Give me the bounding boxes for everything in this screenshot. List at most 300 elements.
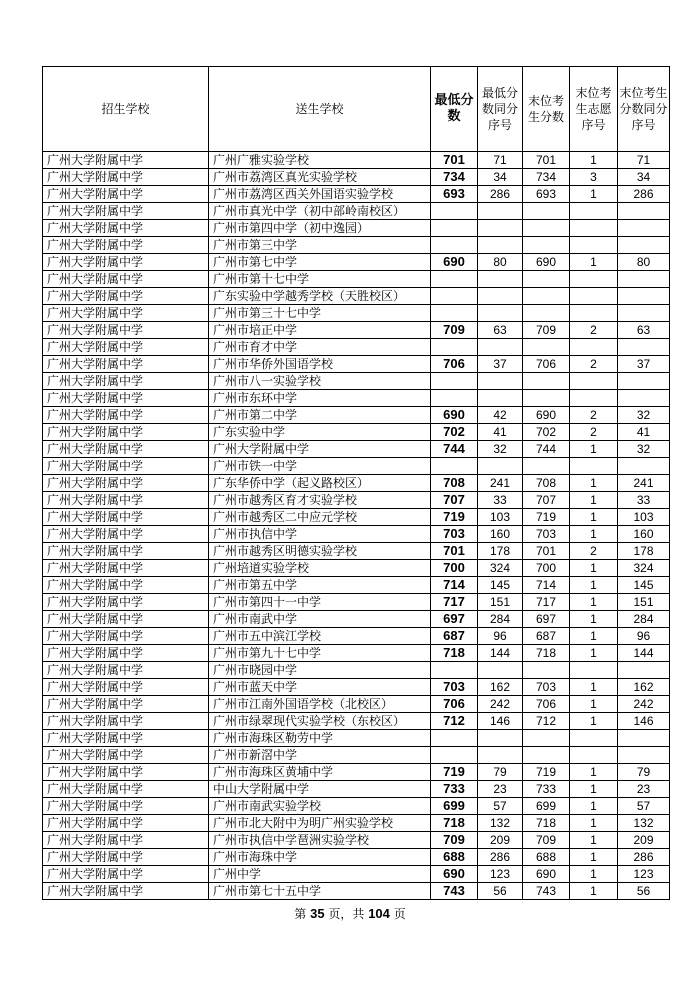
cell-last-score-rank: 160 [618,526,670,543]
cell-min-score-rank: 103 [478,509,523,526]
cell-school: 广州大学附属中学 [43,679,209,696]
cell-last-preference: 1 [570,509,618,526]
cell-min-score [431,373,478,390]
cell-last-score [523,390,570,407]
cell-last-preference: 1 [570,152,618,169]
cell-sending-school: 广州市荔湾区真光实验学校 [209,169,431,186]
cell-min-score: 706 [431,696,478,713]
cell-min-score-rank [478,730,523,747]
cell-school: 广州大学附属中学 [43,492,209,509]
cell-last-preference [570,730,618,747]
cell-last-score-rank [618,373,670,390]
table-row [43,781,670,798]
cell-last-score [523,339,570,356]
cell-school: 广州大学附属中学 [43,458,209,475]
cell-min-score-rank: 79 [478,764,523,781]
cell-min-score-rank: 162 [478,679,523,696]
table-row [43,492,670,509]
cell-last-score-rank [618,662,670,679]
cell-sending-school: 广州市晓园中学 [209,662,431,679]
cell-sending-school: 广州市执信中学 [209,526,431,543]
cell-last-preference: 1 [570,526,618,543]
table-row [43,458,670,475]
cell-last-score: 743 [523,883,570,900]
cell-last-preference [570,373,618,390]
cell-min-score [431,305,478,322]
cell-sending-school: 广州市海珠区黄埔中学 [209,764,431,781]
cell-last-score-rank: 33 [618,492,670,509]
cell-sending-school: 广州市华侨外国语学校 [209,356,431,373]
table-row [43,475,670,492]
cell-school: 广州大学附属中学 [43,373,209,390]
cell-last-score [523,203,570,220]
cell-min-score [431,458,478,475]
cell-min-score-rank: 23 [478,781,523,798]
cell-last-preference: 1 [570,679,618,696]
cell-min-score-rank: 145 [478,577,523,594]
cell-last-preference: 1 [570,492,618,509]
cell-sending-school: 广州中学 [209,866,431,883]
table-row [43,645,670,662]
cell-last-score: 712 [523,713,570,730]
cell-last-score-rank [618,305,670,322]
cell-sending-school: 广州市越秀区明德实验学校 [209,543,431,560]
cell-last-score-rank: 132 [618,815,670,832]
cell-min-score: 744 [431,441,478,458]
table-row [43,441,670,458]
cell-min-score: 706 [431,356,478,373]
cell-last-score-rank [618,458,670,475]
cell-last-score-rank: 151 [618,594,670,611]
cell-last-score: 693 [523,186,570,203]
cell-school: 广州大学附属中学 [43,339,209,356]
cell-last-score-rank: 144 [618,645,670,662]
cell-last-score-rank: 37 [618,356,670,373]
cell-school: 广州大学附属中学 [43,713,209,730]
cell-last-score-rank [618,220,670,237]
cell-sending-school: 广州广雅实验学校 [209,152,431,169]
cell-school: 广州大学附属中学 [43,662,209,679]
cell-sending-school: 广州市第七十五中学 [209,883,431,900]
cell-last-preference: 1 [570,475,618,492]
cell-last-score [523,458,570,475]
cell-min-score: 702 [431,424,478,441]
cell-sending-school: 广州市新滘中学 [209,747,431,764]
cell-sending-school: 广州市荔湾区西关外国语实验学校 [209,186,431,203]
cell-min-score [431,390,478,407]
cell-sending-school: 广州培道实验学校 [209,560,431,577]
footer-page-number: 35 [310,906,325,921]
cell-min-score-rank: 56 [478,883,523,900]
cell-last-score [523,288,570,305]
cell-last-score: 719 [523,764,570,781]
cell-last-score-rank: 242 [618,696,670,713]
cell-sending-school: 广州市第十七中学 [209,271,431,288]
table-body [43,152,670,900]
table-row [43,662,670,679]
cell-min-score: 734 [431,169,478,186]
cell-min-score: 708 [431,475,478,492]
cell-last-score-rank [618,747,670,764]
cell-last-score-rank: 32 [618,441,670,458]
admissions-table [42,66,670,900]
cell-min-score-rank [478,271,523,288]
cell-last-score: 733 [523,781,570,798]
cell-last-score: 697 [523,611,570,628]
table-row [43,883,670,900]
cell-last-score-rank: 286 [618,186,670,203]
cell-last-score-rank [618,339,670,356]
cell-last-score: 699 [523,798,570,815]
table-row [43,764,670,781]
cell-last-preference: 3 [570,169,618,186]
cell-min-score-rank [478,339,523,356]
cell-last-preference: 1 [570,186,618,203]
cell-min-score-rank: 241 [478,475,523,492]
cell-school: 广州大学附属中学 [43,390,209,407]
cell-min-score-rank [478,390,523,407]
cell-school: 广州大学附属中学 [43,152,209,169]
cell-sending-school: 广州市第三中学 [209,237,431,254]
cell-min-score: 703 [431,679,478,696]
cell-last-score: 690 [523,866,570,883]
cell-min-score-rank: 286 [478,186,523,203]
cell-min-score-rank [478,747,523,764]
cell-min-score: 714 [431,577,478,594]
cell-school: 广州大学附属中学 [43,441,209,458]
cell-last-score: 717 [523,594,570,611]
cell-last-score: 701 [523,543,570,560]
cell-last-preference: 1 [570,832,618,849]
cell-last-score-rank: 71 [618,152,670,169]
cell-last-score-rank: 80 [618,254,670,271]
cell-school: 广州大学附属中学 [43,203,209,220]
cell-min-score-rank: 63 [478,322,523,339]
cell-sending-school: 广州市北大附中为明广州实验学校 [209,815,431,832]
table-row [43,747,670,764]
cell-last-score-rank: 56 [618,883,670,900]
table-row [43,509,670,526]
cell-sending-school: 广州市第四十一中学 [209,594,431,611]
cell-min-score-rank: 146 [478,713,523,730]
cell-min-score: 707 [431,492,478,509]
cell-min-score-rank: 123 [478,866,523,883]
table-row [43,849,670,866]
cell-min-score [431,271,478,288]
table-row [43,679,670,696]
cell-sending-school: 广州市海珠中学 [209,849,431,866]
cell-min-score [431,237,478,254]
cell-min-score: 703 [431,526,478,543]
cell-last-score: 687 [523,628,570,645]
table-row [43,322,670,339]
cell-last-score-rank: 79 [618,764,670,781]
table-row [43,373,670,390]
cell-min-score-rank: 132 [478,815,523,832]
cell-school: 广州大学附属中学 [43,237,209,254]
cell-last-score-rank: 146 [618,713,670,730]
table-row [43,866,670,883]
cell-last-score-rank: 123 [618,866,670,883]
cell-last-score [523,237,570,254]
cell-last-score: 718 [523,645,570,662]
cell-last-score [523,730,570,747]
table-row [43,271,670,288]
cell-min-score-rank: 144 [478,645,523,662]
table-row [43,730,670,747]
cell-sending-school: 广州市育才中学 [209,339,431,356]
cell-sending-school: 广州市江南外国语学校（北校区） [209,696,431,713]
table-row [43,220,670,237]
table-row [43,594,670,611]
cell-school: 广州大学附属中学 [43,866,209,883]
cell-last-score [523,220,570,237]
cell-last-score-rank [618,390,670,407]
table-header-row [43,67,670,152]
cell-school: 广州大学附属中学 [43,475,209,492]
cell-last-score-rank [618,271,670,288]
cell-last-preference: 2 [570,356,618,373]
cell-school: 广州大学附属中学 [43,611,209,628]
cell-min-score-rank [478,373,523,390]
cell-last-preference: 1 [570,798,618,815]
cell-last-preference: 1 [570,713,618,730]
cell-school: 广州大学附属中学 [43,543,209,560]
cell-last-score-rank: 41 [618,424,670,441]
cell-school: 广州大学附属中学 [43,696,209,713]
cell-sending-school: 广州市第二中学 [209,407,431,424]
cell-min-score [431,730,478,747]
cell-last-preference: 2 [570,322,618,339]
cell-min-score-rank [478,220,523,237]
cell-sending-school: 广州市培正中学 [209,322,431,339]
cell-sending-school: 广州市南武中学 [209,611,431,628]
cell-last-score-rank: 241 [618,475,670,492]
cell-last-score-rank: 145 [618,577,670,594]
cell-school: 广州大学附属中学 [43,798,209,815]
cell-school: 广州大学附属中学 [43,254,209,271]
cell-min-score: 701 [431,543,478,560]
table-row [43,577,670,594]
cell-last-score [523,373,570,390]
cell-min-score: 719 [431,509,478,526]
cell-last-score: 700 [523,560,570,577]
cell-sending-school: 广州大学附属中学 [209,441,431,458]
cell-sending-school: 广州市八一实验学校 [209,373,431,390]
table-row [43,696,670,713]
cell-sending-school: 广州市东环中学 [209,390,431,407]
table-row [43,713,670,730]
cell-last-score: 690 [523,407,570,424]
cell-last-preference [570,271,618,288]
cell-min-score-rank: 37 [478,356,523,373]
table-row [43,832,670,849]
cell-min-score: 733 [431,781,478,798]
cell-last-score-rank: 32 [618,407,670,424]
cell-school: 广州大学附属中学 [43,883,209,900]
cell-sending-school: 广州市南武实验学校 [209,798,431,815]
cell-min-score: 687 [431,628,478,645]
cell-last-score-rank: 284 [618,611,670,628]
cell-min-score-rank: 96 [478,628,523,645]
cell-last-score: 706 [523,356,570,373]
cell-last-score: 709 [523,322,570,339]
cell-min-score-rank: 178 [478,543,523,560]
table-row [43,288,670,305]
cell-min-score [431,288,478,305]
cell-last-preference: 1 [570,560,618,577]
table-row [43,237,670,254]
cell-min-score-rank: 324 [478,560,523,577]
header-last-preference: 末位考生志愿序号 [570,67,618,152]
cell-school: 广州大学附属中学 [43,305,209,322]
cell-sending-school: 广州市海珠区勒劳中学 [209,730,431,747]
cell-min-score: 700 [431,560,478,577]
header-sending-school: 送生学校 [209,67,431,152]
footer-suffix: 页 [389,907,406,921]
cell-min-score-rank: 284 [478,611,523,628]
cell-min-score-rank: 209 [478,832,523,849]
cell-min-score: 701 [431,152,478,169]
cell-last-score-rank [618,203,670,220]
cell-last-preference: 1 [570,594,618,611]
cell-min-score-rank: 32 [478,441,523,458]
cell-sending-school: 广州市蓝天中学 [209,679,431,696]
cell-last-preference [570,662,618,679]
cell-last-score: 714 [523,577,570,594]
cell-last-score: 707 [523,492,570,509]
table-row [43,526,670,543]
header-min-score-rank: 最低分数同分序号 [478,67,523,152]
cell-sending-school: 广州市绿翠现代实验学校（东校区） [209,713,431,730]
cell-sending-school: 广州市第三十七中学 [209,305,431,322]
cell-last-preference: 1 [570,849,618,866]
cell-school: 广州大学附属中学 [43,271,209,288]
cell-sending-school: 广州市第七中学 [209,254,431,271]
footer-total-pages: 104 [368,906,390,921]
cell-min-score [431,747,478,764]
cell-school: 广州大学附属中学 [43,628,209,645]
cell-min-score: 688 [431,849,478,866]
cell-sending-school: 中山大学附属中学 [209,781,431,798]
cell-sending-school: 广州市越秀区二中应元学校 [209,509,431,526]
cell-min-score: 690 [431,866,478,883]
table-row [43,356,670,373]
page-footer [0,905,700,922]
cell-school: 广州大学附属中学 [43,169,209,186]
cell-min-score-rank: 151 [478,594,523,611]
table-row [43,611,670,628]
cell-school: 广州大学附属中学 [43,594,209,611]
table-row [43,254,670,271]
cell-min-score: 712 [431,713,478,730]
cell-min-score [431,220,478,237]
cell-last-preference: 1 [570,645,618,662]
cell-min-score-rank: 286 [478,849,523,866]
cell-min-score: 743 [431,883,478,900]
cell-last-score [523,747,570,764]
cell-school: 广州大学附属中学 [43,645,209,662]
cell-school: 广州大学附属中学 [43,781,209,798]
cell-min-score [431,203,478,220]
cell-last-score-rank: 23 [618,781,670,798]
cell-last-preference [570,305,618,322]
cell-min-score-rank: 34 [478,169,523,186]
cell-last-preference: 1 [570,254,618,271]
cell-min-score [431,339,478,356]
cell-last-score-rank: 103 [618,509,670,526]
cell-sending-school: 广东实验中学越秀学校（天胜校区） [209,288,431,305]
cell-min-score-rank [478,458,523,475]
footer-prefix: 第 [294,907,311,921]
table-row [43,798,670,815]
cell-min-score: 697 [431,611,478,628]
cell-min-score-rank: 33 [478,492,523,509]
cell-last-score-rank [618,288,670,305]
table-row [43,305,670,322]
cell-last-preference: 1 [570,611,618,628]
cell-last-score: 703 [523,679,570,696]
cell-min-score: 699 [431,798,478,815]
cell-last-score [523,305,570,322]
cell-last-preference [570,747,618,764]
cell-min-score: 709 [431,832,478,849]
cell-last-preference: 1 [570,764,618,781]
cell-last-score: 708 [523,475,570,492]
cell-last-preference [570,339,618,356]
cell-school: 广州大学附属中学 [43,849,209,866]
cell-school: 广州大学附属中学 [43,560,209,577]
cell-school: 广州大学附属中学 [43,730,209,747]
table-row [43,169,670,186]
cell-school: 广州大学附属中学 [43,764,209,781]
cell-min-score-rank [478,203,523,220]
cell-last-preference [570,288,618,305]
cell-school: 广州大学附属中学 [43,186,209,203]
cell-min-score: 690 [431,407,478,424]
cell-school: 广州大学附属中学 [43,747,209,764]
cell-sending-school: 广州市第五中学 [209,577,431,594]
cell-school: 广州大学附属中学 [43,220,209,237]
cell-school: 广州大学附属中学 [43,407,209,424]
cell-last-preference: 1 [570,815,618,832]
cell-sending-school: 广东华侨中学（起义路校区） [209,475,431,492]
cell-last-preference [570,237,618,254]
cell-last-score-rank: 63 [618,322,670,339]
cell-last-score: 690 [523,254,570,271]
cell-last-score: 706 [523,696,570,713]
cell-last-preference [570,203,618,220]
cell-min-score: 719 [431,764,478,781]
cell-school: 广州大学附属中学 [43,509,209,526]
cell-min-score: 690 [431,254,478,271]
cell-school: 广州大学附属中学 [43,288,209,305]
header-last-score-rank: 末位考生分数同分序号 [618,67,670,152]
cell-last-preference: 1 [570,628,618,645]
cell-min-score-rank [478,237,523,254]
table-row [43,339,670,356]
cell-min-score-rank [478,305,523,322]
cell-min-score-rank: 160 [478,526,523,543]
cell-last-score: 688 [523,849,570,866]
cell-last-score-rank: 286 [618,849,670,866]
cell-last-score-rank: 162 [618,679,670,696]
cell-school: 广州大学附属中学 [43,526,209,543]
cell-min-score-rank: 242 [478,696,523,713]
cell-min-score: 718 [431,815,478,832]
cell-last-preference: 1 [570,441,618,458]
cell-last-score-rank [618,730,670,747]
